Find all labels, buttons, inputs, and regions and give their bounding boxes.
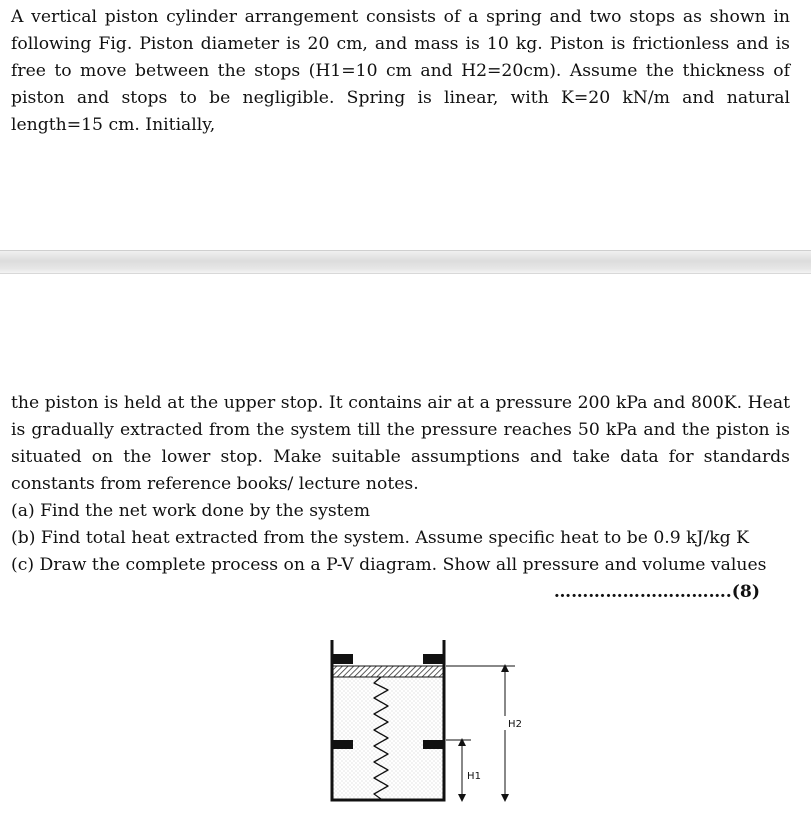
question-part-a: (a) Find the net work done by the system	[11, 501, 371, 521]
h1-label: H1	[467, 771, 481, 782]
page-break-divider	[0, 250, 811, 274]
question-paragraph-1: A vertical piston cylinder arrangement consists of a spring and two stops as shown in following Fig. Piston diameter is 20 cm, and mass is 10 kg. Piston is frictionless and is free to move between the stops (H1=10 cm and H2=20cm). Assume the thickness of piston and stops to be negligible. Spring is linear, with K=20 kN/m and natural length=15 cm. Initially,	[11, 7, 790, 135]
h2-dimension	[446, 666, 526, 798]
question-part-c: (c) Draw the complete process on a P-V diagram. Show all pressure and volume values	[11, 555, 767, 575]
upper-stops	[333, 654, 443, 664]
question-paragraph-2: the piston is held at the upper stop. It contains air at a pressure 200 kPa and 800K. Heat is gradually extracted from the system till the pressure reaches 50 kPa and the piston is situated on the lower stop. Make suitable assumptions and take data for standards constants from reference books/ lecture notes.	[11, 393, 790, 494]
question-part-b: (b) Find total heat extracted from the system. Assume specific heat to be 0.9 kJ/kg K	[11, 528, 749, 548]
marks-indicator: ………………………….(8)	[553, 582, 760, 602]
h2-label: H2	[508, 719, 522, 730]
piston-cylinder-figure	[325, 632, 535, 808]
h1-dimension	[446, 740, 481, 798]
piston	[333, 666, 443, 677]
